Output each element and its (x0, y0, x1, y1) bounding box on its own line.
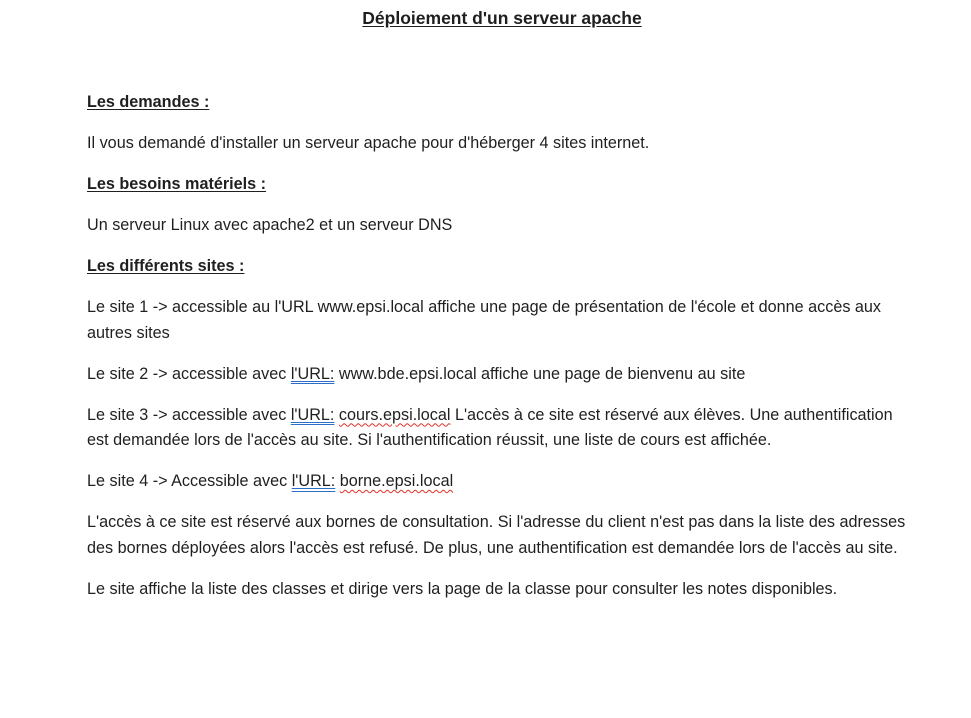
heading-besoins-text: Les besoins matériels : (87, 175, 267, 193)
site-2-url-label: l'URL: (290, 364, 335, 383)
paragraph-site-4-access: L'accès à ce site est réservé aux bornes de consultation. Si l'adresse du client n'est pas dans la liste des adresses des bornes déployées alors l'accès est refusé. De plus, une authentification est demandée lors de l'accès au site. (87, 513, 906, 557)
paragraph-demandes: Il vous demandé d'installer un serveur apache pour d'héberger 4 sites internet. (87, 134, 650, 152)
document-body (87, 90, 907, 618)
site-3-text-start: Le site 3 -> accessible avec (87, 405, 291, 424)
site-3-domain: cours.epsi.local (338, 405, 451, 424)
paragraph-site-3 (87, 403, 907, 454)
heading-besoins (87, 172, 907, 198)
heading-sites-text: Les différents sites : (87, 257, 245, 275)
site-2-text-end: www.bde.epsi.local affiche une page de bienvenu au site (334, 364, 746, 383)
paragraph-site-1: Le site 1 -> accessible au l'URL www.epsi.local affiche une page de présentation de l'école et donne accès aux autres sites (87, 298, 882, 342)
heading-demandes (87, 90, 907, 116)
heading-sites (87, 254, 907, 280)
site-2-text-start: Le site 2 -> accessible avec (87, 364, 291, 383)
paragraph-besoins: Un serveur Linux avec apache2 et un serveur DNS (87, 216, 453, 234)
site-4-url-label: l'URL: (291, 472, 336, 490)
site-4-text-start: Le site 4 -> Accessible avec (87, 472, 292, 490)
paragraph-site-2 (87, 362, 907, 388)
document-title: Déploiement d'un serveur apache (362, 8, 642, 28)
heading-demandes-text: Les demandes : (87, 93, 210, 111)
site-4-domain: borne.epsi.local (339, 472, 454, 490)
site-3-text-end: L'accès à ce site est réservé aux élèves. Une authentification est demandée lors de l'accès au site. Si l'authentification réussit, une liste de cours est affichée. (87, 405, 893, 449)
paragraph-site-4-display: Le site affiche la liste des classes et dirige vers la page de la classe pour consulter les notes disponibles. (87, 579, 838, 598)
site-3-url-label: l'URL: (290, 405, 335, 424)
paragraph-site-4 (87, 469, 907, 495)
